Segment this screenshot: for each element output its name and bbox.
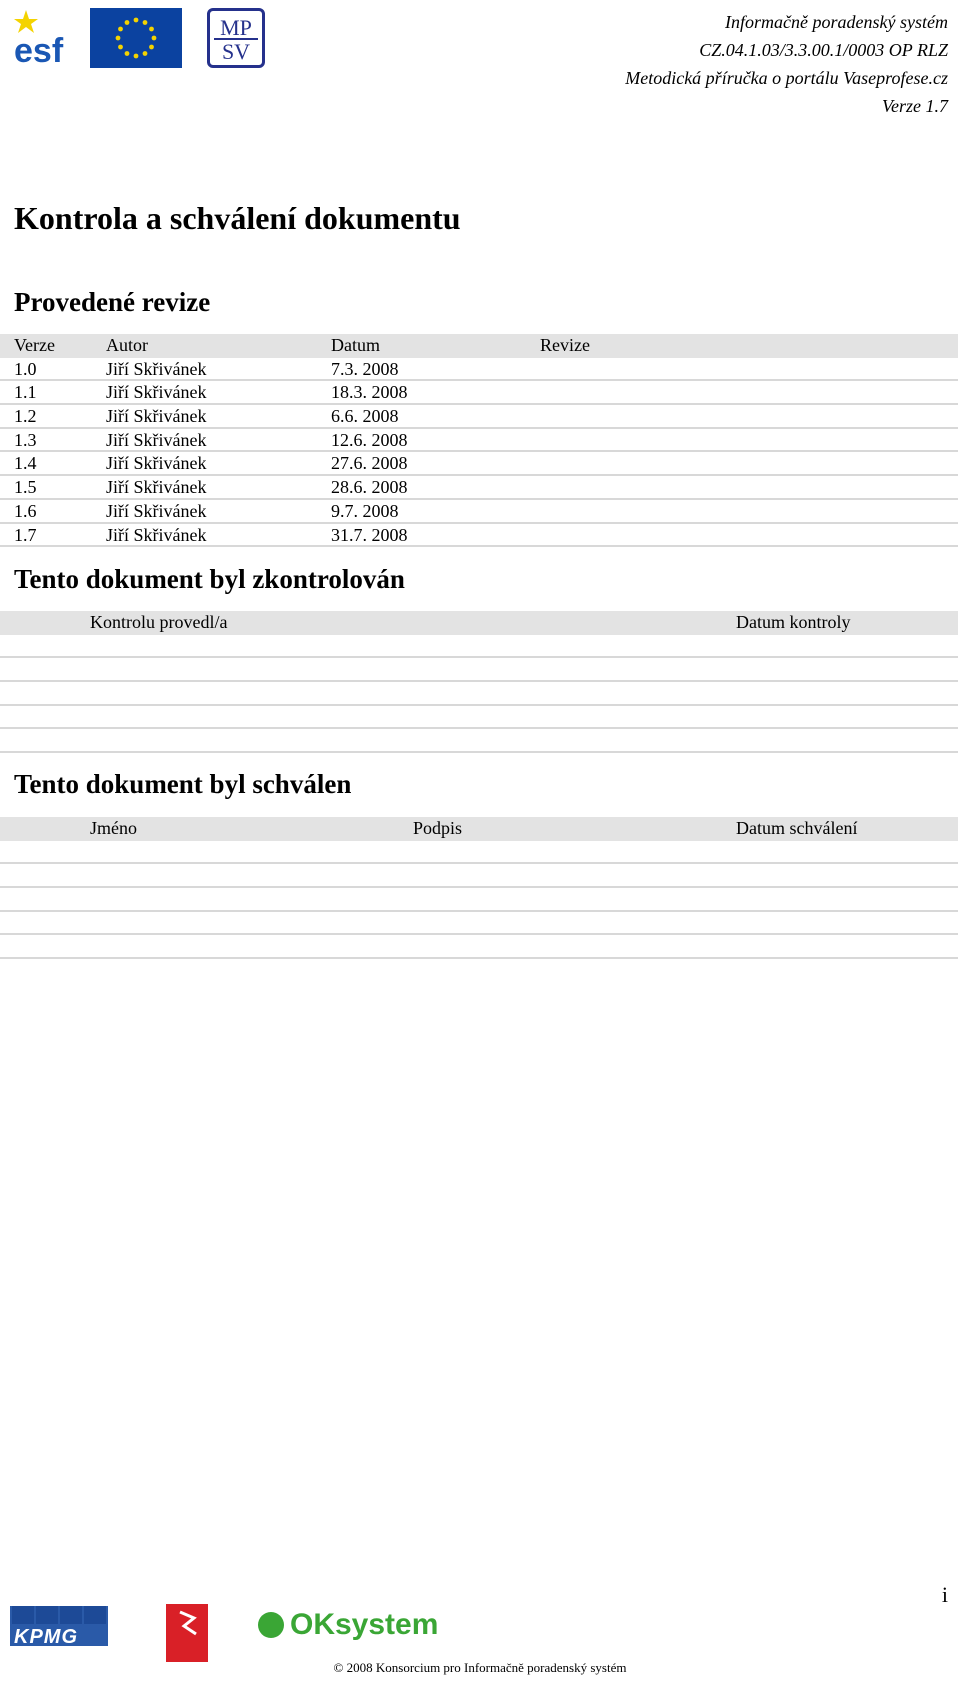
author-cell: Jiří Skřivánek xyxy=(106,453,207,474)
empty-row xyxy=(0,864,958,888)
column-header: Podpis xyxy=(413,818,463,838)
date-cell: 7.3. 2008 xyxy=(331,358,399,379)
column-header: Datum schválení xyxy=(736,818,858,838)
approved-table xyxy=(0,817,958,959)
author-cell: Jiří Skřivánek xyxy=(106,406,207,427)
date-cell: 28.6. 2008 xyxy=(331,477,408,498)
column-header: Verze xyxy=(14,335,55,355)
column-header: Jméno xyxy=(90,818,137,838)
oksystem-icon xyxy=(258,1612,284,1638)
eu-flag-logo xyxy=(90,8,182,68)
esf-logo xyxy=(12,6,82,68)
revisions-table xyxy=(0,334,958,547)
column-header: Autor xyxy=(106,335,148,355)
date-cell: 9.7. 2008 xyxy=(331,500,399,521)
version-cell: 1.1 xyxy=(14,382,37,403)
empty-row xyxy=(0,635,958,659)
table-row xyxy=(0,358,958,382)
author-cell: Jiří Skřivánek xyxy=(106,524,207,545)
page-number: i xyxy=(941,1582,948,1607)
version-cell: 1.3 xyxy=(14,429,37,450)
empty-row xyxy=(0,888,958,912)
empty-row xyxy=(0,729,958,753)
table-row xyxy=(0,405,958,429)
author-cell: Jiří Skřivánek xyxy=(106,429,207,450)
copyright: © 2008 Konsorcium pro Informačně poradenský systém xyxy=(333,1660,627,1675)
column-header: Datum kontroly xyxy=(736,612,851,632)
oksystem-logo: OKsystem xyxy=(258,1606,438,1642)
table-row xyxy=(0,429,958,453)
header-line: Informačně poradenský systém xyxy=(725,12,948,32)
svg-text:MP: MP xyxy=(220,15,252,40)
revisions-heading: Provedené revize xyxy=(14,287,211,317)
table-row xyxy=(0,381,958,405)
empty-row xyxy=(0,912,958,936)
author-cell: Jiří Skřivánek xyxy=(106,477,207,498)
empty-row xyxy=(0,682,958,706)
table-row xyxy=(0,524,958,548)
table-header-row xyxy=(0,611,958,635)
column-header: Kontrolu provedl/a xyxy=(90,612,228,632)
approved-heading: Tento dokument byl schválen xyxy=(14,769,352,799)
table-row xyxy=(0,500,958,524)
column-header: Datum xyxy=(331,335,380,355)
svg-text:SV: SV xyxy=(221,39,251,64)
gopas-logo: Gopas xyxy=(166,1604,208,1662)
date-cell: 31.7. 2008 xyxy=(331,524,408,545)
header-line: CZ.04.1.03/3.3.00.1/0003 OP RLZ xyxy=(699,40,948,60)
date-cell: 27.6. 2008 xyxy=(331,453,408,474)
version-cell: 1.2 xyxy=(14,406,37,427)
date-cell: 12.6. 2008 xyxy=(331,429,408,450)
page-title: Kontrola a schválení dokumentu xyxy=(14,200,461,236)
empty-row xyxy=(0,658,958,682)
version-cell: 1.6 xyxy=(14,500,37,521)
version-cell: 1.0 xyxy=(14,358,37,379)
empty-row xyxy=(0,841,958,865)
date-cell: 18.3. 2008 xyxy=(331,382,408,403)
version-cell: 1.7 xyxy=(14,524,37,545)
checked-heading: Tento dokument byl zkontrolován xyxy=(14,564,405,594)
version-cell: 1.5 xyxy=(14,477,37,498)
table-header-row xyxy=(0,817,958,841)
mpsv-logo xyxy=(207,8,265,68)
date-cell: 6.6. 2008 xyxy=(331,406,399,427)
version-cell: 1.4 xyxy=(14,453,37,474)
table-row xyxy=(0,452,958,476)
author-cell: Jiří Skřivánek xyxy=(106,358,207,379)
header-line: Verze 1.7 xyxy=(882,96,948,116)
svg-text:esf: esf xyxy=(14,32,64,68)
header-info xyxy=(548,8,948,120)
checked-table xyxy=(0,611,958,753)
column-header: Revize xyxy=(540,335,590,355)
empty-row xyxy=(0,935,958,959)
author-cell: Jiří Skřivánek xyxy=(106,500,207,521)
header-line: Metodická příručka o portálu Vaseprofese.cz xyxy=(625,68,948,88)
table-row xyxy=(0,476,958,500)
kpmg-logo: KPMG xyxy=(10,1606,108,1646)
table-header-row xyxy=(0,334,958,358)
author-cell: Jiří Skřivánek xyxy=(106,382,207,403)
empty-row xyxy=(0,706,958,730)
